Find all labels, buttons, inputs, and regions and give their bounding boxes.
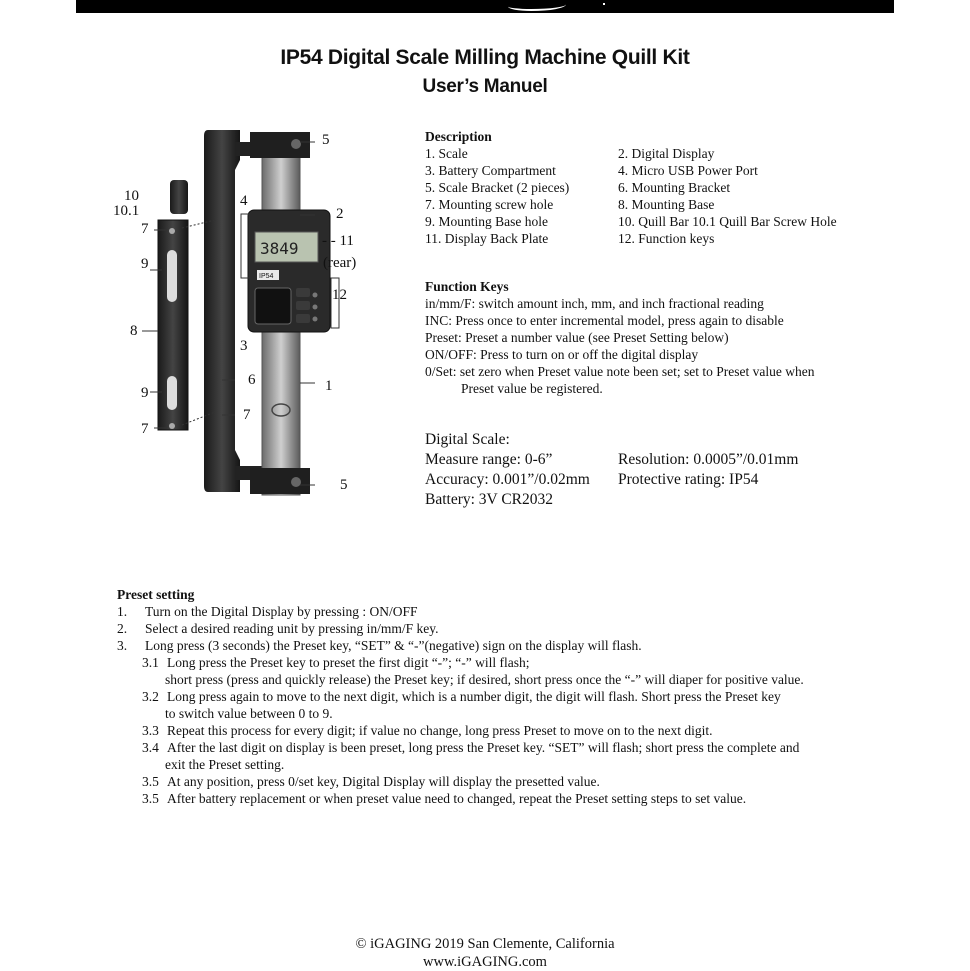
substep-number: 3.5 xyxy=(142,791,159,806)
preset-substep-cont: to switch value between 0 to 9. xyxy=(165,706,333,721)
footer-website-link[interactable]: www.iGAGING.com xyxy=(423,954,547,970)
svg-text:3849: 3849 xyxy=(260,239,299,258)
description-item: 9. Mounting Base hole xyxy=(425,214,548,229)
product-illustration xyxy=(100,120,400,520)
callout-6: 6 xyxy=(248,372,256,388)
preset-substep xyxy=(117,773,897,790)
description-item: 8. Mounting Base xyxy=(618,197,715,212)
callout-2: 2 xyxy=(336,206,344,222)
preset-substep xyxy=(117,688,897,705)
description-heading: Description xyxy=(425,129,492,144)
description-item: 2. Digital Display xyxy=(618,146,715,161)
step-number: 2. xyxy=(117,621,128,636)
substep-number: 3.4 xyxy=(142,740,159,755)
callout-9-top: 9 xyxy=(141,256,149,272)
description-item: 1. Scale xyxy=(425,146,468,161)
preset-setting-section xyxy=(117,586,897,807)
function-key-continuation: Preset value be registered. xyxy=(461,381,603,396)
resolution: Resolution: 0.0005”/0.01mm xyxy=(618,451,799,468)
description-item: 3. Battery Compartment xyxy=(425,163,556,178)
function-key-line: 0/Set: set zero when Preset value note been set; set to Preset value when xyxy=(425,364,815,379)
page-title: IP54 Digital Scale Milling Machine Quill Kit xyxy=(280,46,690,69)
callout-3: 3 xyxy=(240,338,248,354)
callout-11: - - 11 xyxy=(322,233,354,249)
preset-substep-cont: exit the Preset setting. xyxy=(165,757,285,772)
battery: Battery: 3V CR2032 xyxy=(425,491,554,508)
function-key-line: ON/OFF: Press to turn on or off the digital display xyxy=(425,347,699,362)
callout-5-top: 5 xyxy=(322,132,330,148)
function-keys-heading: Function Keys xyxy=(425,279,509,294)
step-number: 1. xyxy=(117,604,128,619)
substep-number: 3.3 xyxy=(142,723,159,738)
description-item: 4. Micro USB Power Port xyxy=(618,163,758,178)
description-item: 10. Quill Bar 10.1 Quill Bar Screw Hole xyxy=(618,214,837,229)
description-item: 7. Mounting screw hole xyxy=(425,197,554,212)
preset-substep xyxy=(117,654,897,671)
callout-4: 4 xyxy=(240,193,248,209)
description-section xyxy=(425,128,895,247)
substep-text: Repeat this process for every digit; if value no change, long press Preset to move on to the next digit. xyxy=(167,723,713,738)
substep-text: Long press the Preset key to preset the first digit “-”; “-” will flash; xyxy=(167,655,530,670)
substep-text: After the last digit on display is been preset, long press the Preset key. “SET” will flash; short press the complete and xyxy=(167,740,800,755)
substep-number: 3.1 xyxy=(142,655,159,670)
callout-5-bottom: 5 xyxy=(340,477,348,493)
callout-9-bottom: 9 xyxy=(141,385,149,401)
description-item: 11. Display Back Plate xyxy=(425,231,549,246)
function-key-line: Preset: Preset a number value (see Preset Setting below) xyxy=(425,330,729,345)
preset-substep xyxy=(117,739,897,756)
description-item: 5. Scale Bracket (2 pieces) xyxy=(425,180,570,195)
top-banner xyxy=(76,0,894,13)
description-item: 12. Function keys xyxy=(618,231,715,246)
callout-8: 8 xyxy=(130,323,138,339)
preset-substep xyxy=(117,722,897,739)
page-subtitle: User’s Manuel xyxy=(422,76,548,97)
step-number: 3. xyxy=(117,638,128,653)
callout-7-top: 7 xyxy=(141,221,149,237)
substep-number: 3.2 xyxy=(142,689,159,704)
callout-11-rear: (rear) xyxy=(323,255,357,271)
callout-7-mid: 7 xyxy=(243,407,251,423)
preset-step xyxy=(117,620,897,637)
digital-scale-specs xyxy=(425,430,895,510)
substep-text: Long press again to move to the next digit, which is a number digit, the digit will flash. Short press the Preset key xyxy=(167,689,781,704)
substep-number: 3.5 xyxy=(142,774,159,789)
function-keys-section xyxy=(425,278,895,397)
callout-10: 10 xyxy=(124,188,139,204)
preset-step xyxy=(117,603,897,620)
callout-1: 1 xyxy=(325,378,333,394)
logo-swoosh xyxy=(508,0,566,11)
specs-heading: Digital Scale: xyxy=(425,431,510,448)
product-photo xyxy=(100,120,400,520)
preset-step xyxy=(117,637,897,654)
measure-range: Measure range: 0-6” xyxy=(425,451,553,468)
logo-mark xyxy=(603,3,605,5)
description-item: 6. Mounting Bracket xyxy=(618,180,731,195)
substep-text: After battery replacement or when preset value need to changed, repeat the Preset setting steps to set value. xyxy=(167,791,747,806)
footer-copyright: © iGAGING 2019 San Clemente, California xyxy=(355,936,615,952)
accuracy: Accuracy: 0.001”/0.02mm xyxy=(425,471,590,488)
preset-substep xyxy=(117,790,897,807)
description-list xyxy=(425,145,895,247)
preset-heading: Preset setting xyxy=(117,587,195,602)
callout-7-bottom: 7 xyxy=(141,421,149,437)
callout-10-1: 10.1 xyxy=(113,203,140,219)
step-text: Long press (3 seconds) the Preset key, “SET” & “-”(negative) sign on the display will flash. xyxy=(145,638,642,653)
step-text: Select a desired reading unit by pressing in/mm/F key. xyxy=(145,621,439,636)
protective-rating: Protective rating: IP54 xyxy=(618,471,759,488)
function-key-line: INC: Press once to enter incremental model, press again to disable xyxy=(425,313,784,328)
substep-text: At any position, press 0/set key, Digital Display will display the presetted value. xyxy=(167,774,600,789)
specs-row xyxy=(425,450,895,470)
svg-text:IP54: IP54 xyxy=(259,273,274,280)
preset-substep-cont: short press (press and quickly release) the Preset key; if desired, short press once the “-” will diaper for positive value. xyxy=(165,672,804,687)
callout-12: 12 xyxy=(332,287,347,303)
specs-row xyxy=(425,470,895,490)
function-key-line: in/mm/F: switch amount inch, mm, and inch fractional reading xyxy=(425,296,764,311)
step-text: Turn on the Digital Display by pressing : ON/OFF xyxy=(145,604,418,619)
